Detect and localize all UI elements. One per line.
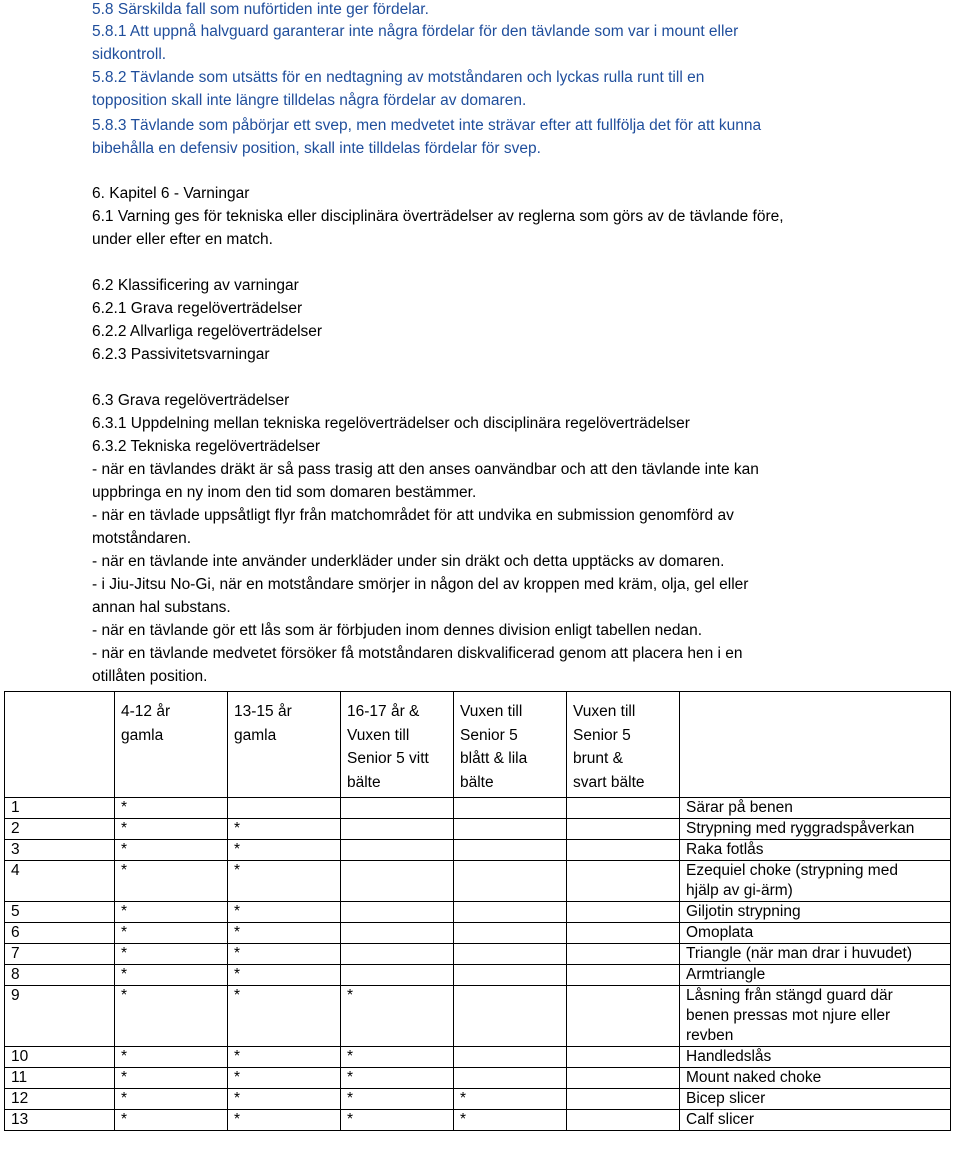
prohibition-mark (567, 1110, 680, 1131)
prohibition-mark (567, 965, 680, 986)
table-row (5, 861, 951, 902)
header-text: 16-17 år & (347, 703, 420, 720)
prohibition-mark: * (115, 1110, 228, 1131)
row-number: 12 (5, 1089, 115, 1110)
text-line: motståndaren. (92, 530, 192, 547)
prohibition-mark: * (228, 1068, 341, 1089)
text-line: bibehålla en defensiv position, skall inte tilldelas fördelar för svep. (92, 140, 541, 157)
technique-name (680, 1110, 951, 1131)
table-row (5, 965, 951, 986)
header-cell-division (228, 692, 341, 798)
prohibition-mark: * (115, 902, 228, 923)
row-number: 7 (5, 944, 115, 965)
prohibition-mark (454, 1068, 567, 1089)
technique-name-line: Giljotin strypning (686, 903, 801, 920)
prohibition-mark: * (454, 1110, 567, 1131)
prohibition-mark: * (341, 1068, 454, 1089)
row-number: 3 (5, 840, 115, 861)
prohibition-mark: * (228, 1047, 341, 1068)
prohibition-mark: * (228, 923, 341, 944)
header-text: gamla (234, 726, 277, 744)
technique-name-line: Ezequiel choke (strypning med (686, 862, 898, 879)
text-line: - när en tävlande gör ett lås som är förbjuden inom dennes division enligt tabellen nedan. (92, 622, 703, 639)
text-line: topposition skall inte längre tilldelas några fördelar av domaren. (92, 92, 527, 109)
header-text: bälte (460, 773, 494, 791)
prohibition-mark: * (228, 1110, 341, 1131)
text-line: 6.2.2 Allvarliga regelöverträdelser (92, 323, 323, 340)
text-line: 6.3.2 Tekniska regelöverträdelser (92, 438, 321, 455)
technique-name-line: Triangle (när man drar i huvudet) (686, 945, 912, 962)
text-line: - när en tävlande medvetet försöker få motståndaren diskvalificerad genom att placera hen i en (92, 645, 743, 662)
prohibition-mark (341, 798, 454, 819)
prohibition-mark (454, 840, 567, 861)
technique-name-line: Calf slicer (686, 1111, 755, 1128)
table-row (5, 1110, 951, 1131)
technique-name-line: Handledslås (686, 1048, 772, 1065)
technique-name-line: revben (686, 1027, 734, 1044)
prohibition-mark (341, 923, 454, 944)
technique-name (680, 798, 951, 819)
prohibition-mark (567, 944, 680, 965)
technique-name (680, 965, 951, 986)
row-number: 13 (5, 1110, 115, 1131)
prohibition-mark: * (115, 819, 228, 840)
technique-name-line: benen pressas mot njure eller (686, 1007, 891, 1024)
row-number: 4 (5, 861, 115, 902)
prohibition-mark (567, 861, 680, 902)
technique-name (680, 861, 951, 902)
text-line: 5.8.3 Tävlande som påbörjar ett svep, men medvetet inte strävar efter att fullfölja det för att kunna (92, 117, 762, 134)
prohibition-mark: * (228, 986, 341, 1047)
table-row (5, 986, 951, 1047)
prohibition-mark (567, 840, 680, 861)
prohibition-mark: * (228, 861, 341, 902)
technique-name (680, 923, 951, 944)
prohibition-mark (567, 1047, 680, 1068)
prohibition-mark (454, 986, 567, 1047)
prohibition-mark: * (115, 1047, 228, 1068)
prohibition-mark: * (454, 1089, 567, 1110)
prohibition-mark (567, 986, 680, 1047)
technique-name (680, 1068, 951, 1089)
text-line: 6.2 Klassificering av varningar (92, 277, 299, 294)
prohibition-mark (341, 819, 454, 840)
technique-name (680, 1047, 951, 1068)
table-header-row (5, 692, 951, 798)
text-line: - i Jiu-Jitsu No-Gi, när en motståndare smörjer in någon del av kroppen med kräm, olja, gel eller (92, 576, 749, 593)
text-line: 6.2.3 Passivitetsvarningar (92, 346, 270, 363)
prohibition-mark (454, 944, 567, 965)
prohibition-mark: * (115, 986, 228, 1047)
technique-name (680, 1089, 951, 1110)
table-row (5, 1068, 951, 1089)
technique-name-line: Låsning från stängd guard där (686, 987, 893, 1004)
header-text: 13-15 år (234, 703, 292, 720)
table-row (5, 944, 951, 965)
header-cell-division (567, 692, 680, 798)
row-number: 11 (5, 1068, 115, 1089)
technique-name (680, 902, 951, 923)
text-line: 5.8.2 Tävlande som utsätts för en nedtagning av motståndaren och lyckas rulla runt till en (92, 69, 705, 86)
text-line: 6.2.1 Grava regelöverträdelser (92, 300, 303, 317)
table-row (5, 1047, 951, 1068)
row-number: 1 (5, 798, 115, 819)
prohibition-mark (341, 861, 454, 902)
text-line: - när en tävlade uppsåtligt flyr från matchområdet för att undvika en submission genomförd av (92, 507, 734, 524)
header-text: svart bälte (573, 773, 645, 791)
technique-name-line: Raka fotlås (686, 841, 764, 858)
prohibition-mark (567, 819, 680, 840)
technique-name-line: Armtriangle (686, 966, 766, 983)
text-line: - när en tävlande inte använder underkläder under sin dräkt och detta upptäcks av domaren. (92, 553, 725, 570)
prohibition-mark: * (228, 965, 341, 986)
text-line: sidkontroll. (92, 46, 167, 63)
prohibition-mark (567, 902, 680, 923)
prohibition-mark (454, 861, 567, 902)
header-cell-technique (680, 692, 951, 798)
prohibition-mark (567, 1068, 680, 1089)
text-line: 6.3.1 Uppdelning mellan tekniska regelöverträdelser och disciplinära regelöverträdelser (92, 415, 690, 432)
row-number: 6 (5, 923, 115, 944)
prohibition-mark (454, 1047, 567, 1068)
text-line: otillåten position. (92, 668, 208, 685)
prohibition-mark: * (115, 965, 228, 986)
technique-name (680, 986, 951, 1047)
header-text: brunt & (573, 750, 623, 767)
row-number: 10 (5, 1047, 115, 1068)
header-text: Vuxen till (460, 703, 523, 720)
forbidden-techniques-table (4, 691, 951, 1131)
technique-name (680, 944, 951, 965)
header-text: Senior 5 (573, 726, 631, 744)
text-line: uppbringa en ny inom den tid som domaren bestämmer. (92, 484, 477, 501)
prohibition-mark: * (341, 986, 454, 1047)
prohibition-mark: * (228, 1089, 341, 1110)
header-text: Vuxen till (573, 703, 636, 720)
table-row (5, 798, 951, 819)
row-number: 8 (5, 965, 115, 986)
technique-name-line: Särar på benen (686, 799, 793, 816)
prohibition-mark: * (228, 902, 341, 923)
prohibition-mark: * (115, 1068, 228, 1089)
row-number: 2 (5, 819, 115, 840)
prohibition-mark (341, 944, 454, 965)
prohibition-mark (454, 902, 567, 923)
prohibition-mark (454, 798, 567, 819)
header-cell-number (5, 692, 115, 798)
prohibition-mark: * (341, 1047, 454, 1068)
prohibition-mark: * (341, 1089, 454, 1110)
prohibition-mark (454, 819, 567, 840)
prohibition-mark: * (115, 861, 228, 902)
text-line: 6.3 Grava regelöverträdelser (92, 392, 290, 409)
prohibition-mark: * (228, 840, 341, 861)
table-row (5, 819, 951, 840)
header-text: Vuxen till (347, 726, 410, 744)
text-line: 6. Kapitel 6 - Varningar (92, 185, 250, 202)
prohibition-mark (341, 965, 454, 986)
prohibition-mark: * (115, 923, 228, 944)
prohibition-mark (454, 965, 567, 986)
header-cell-division (115, 692, 228, 798)
table-row (5, 923, 951, 944)
technique-name-line: hjälp av gi-ärm) (686, 882, 793, 899)
prohibition-mark: * (115, 840, 228, 861)
header-text: bälte (347, 773, 381, 791)
header-text: blått & lila (460, 750, 528, 767)
technique-name-line: Bicep slicer (686, 1090, 766, 1107)
prohibition-mark (567, 923, 680, 944)
prohibition-mark: * (115, 1089, 228, 1110)
technique-name (680, 819, 951, 840)
prohibition-mark (454, 923, 567, 944)
technique-name-line: Omoplata (686, 924, 754, 941)
text-line: under eller efter en match. (92, 231, 273, 248)
prohibition-mark: * (228, 819, 341, 840)
prohibition-mark (341, 902, 454, 923)
prohibition-mark: * (115, 798, 228, 819)
header-cell-division (454, 692, 567, 798)
prohibition-mark: * (228, 944, 341, 965)
header-text: 4-12 år (121, 703, 171, 720)
technique-name-line: Mount naked choke (686, 1069, 822, 1086)
text-line: annan hal substans. (92, 599, 231, 616)
header-text: Senior 5 vitt (347, 750, 429, 767)
prohibition-mark (567, 1089, 680, 1110)
prohibition-mark (567, 798, 680, 819)
technique-name (680, 840, 951, 861)
header-text: gamla (121, 726, 164, 744)
text-line: 5.8 Särskilda fall som nuförtiden inte ger fördelar. (92, 1, 429, 18)
prohibition-mark: * (115, 944, 228, 965)
header-text: Senior 5 (460, 726, 518, 744)
header-cell-division (341, 692, 454, 798)
row-number: 5 (5, 902, 115, 923)
table-row (5, 1089, 951, 1110)
text-line: 5.8.1 Att uppnå halvguard garanterar inte några fördelar för den tävlande som var i mount eller (92, 23, 739, 40)
prohibition-mark (341, 840, 454, 861)
technique-name-line: Strypning med ryggradspåverkan (686, 820, 915, 837)
prohibition-mark (228, 798, 341, 819)
text-line: - när en tävlandes dräkt är så pass trasig att den anses oanvändbar och att den tävlande inte kan (92, 461, 759, 478)
text-line: 6.1 Varning ges för tekniska eller disciplinära överträdelser av reglerna som görs av de tävlande före, (92, 208, 784, 225)
table-row (5, 840, 951, 861)
prohibition-mark: * (341, 1110, 454, 1131)
row-number: 9 (5, 986, 115, 1047)
table-row (5, 902, 951, 923)
